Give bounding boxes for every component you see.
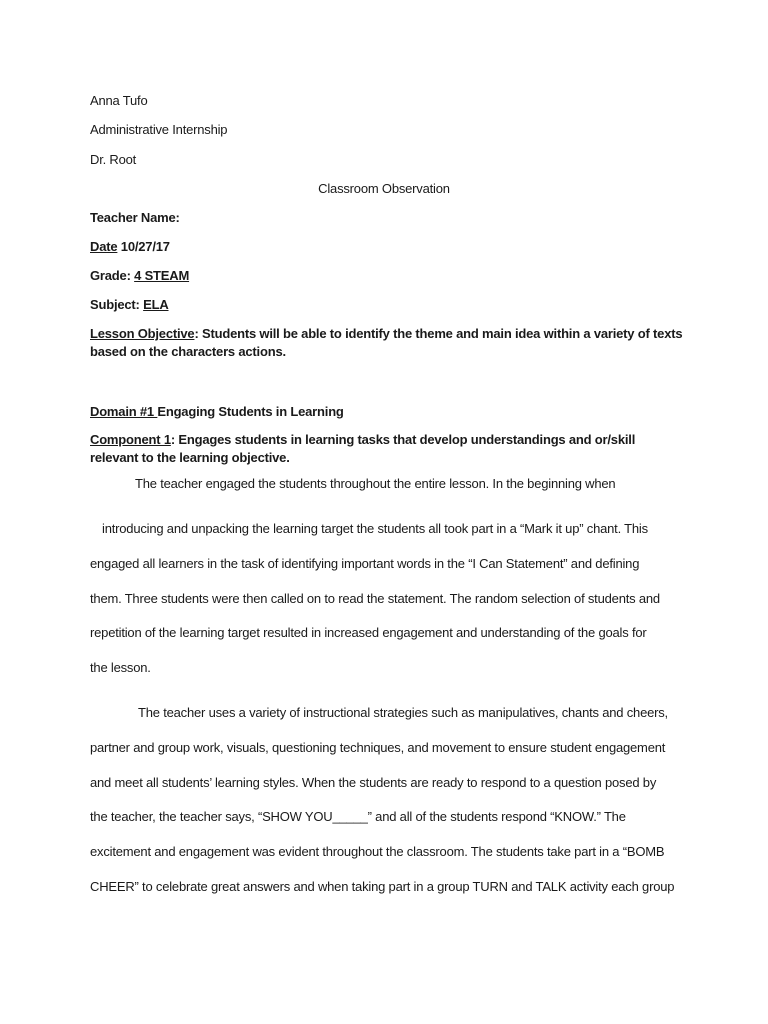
body-line: partner and group work, visuals, questioning techniques, and movement to ensure student engagement xyxy=(90,740,666,755)
body-line: The teacher engaged the students throughout the entire lesson. In the beginning when xyxy=(135,476,616,491)
grade-label: Grade: xyxy=(90,268,135,283)
subject-label: Subject: xyxy=(90,297,144,312)
body-line: repetition of the learning target resulted in increased engagement and understanding of the goals for xyxy=(90,625,647,640)
body-line: engaged all learners in the task of identifying important words in the “I Can Statement” and defining xyxy=(90,556,640,571)
body-line: introducing and unpacking the learning target the students all took part in a “Mark it up” chant. This xyxy=(102,521,648,536)
body-line: and meet all students’ learning styles. When the students are ready to respond to a question posed by xyxy=(90,775,657,790)
grade-line xyxy=(90,267,189,285)
domain-title: Engaging Students in Learning xyxy=(157,404,344,419)
subject-line xyxy=(90,296,169,314)
teacher-name-label: Teacher Name: xyxy=(90,210,180,225)
body-line: them. Three students were then called on to read the statement. The random selection of students and xyxy=(90,591,660,606)
domain-heading xyxy=(90,403,344,421)
body-line: the lesson. xyxy=(90,660,151,675)
date-line xyxy=(90,238,170,256)
component-text: : Engages students in learning tasks that develop understandings and or/skill relevant to the learning objective. xyxy=(90,432,636,465)
date-value: 10/27/17 xyxy=(117,239,170,254)
grade-value: 4 STEAM xyxy=(134,268,190,283)
body-line: The teacher uses a variety of instructional strategies such as manipulatives, chants and cheers, xyxy=(138,705,668,720)
course-name: Administrative Internship xyxy=(90,122,228,137)
document-title: Classroom Observation xyxy=(318,181,450,196)
author-name: Anna Tufo xyxy=(90,93,148,108)
component-heading xyxy=(90,431,685,467)
date-label: Date xyxy=(90,239,118,254)
domain-label: Domain #1 xyxy=(90,404,158,419)
instructor-name: Dr. Root xyxy=(90,152,137,167)
subject-value: ELA xyxy=(143,297,169,312)
objective-label: Lesson Objective xyxy=(90,326,195,341)
body-line: CHEER” to celebrate great answers and when taking part in a group TURN and TALK activity each group xyxy=(90,879,675,894)
objective-text: : Students will be able to identify the theme and main idea within a variety of texts based on the characters actions. xyxy=(90,326,683,359)
component-label: Component 1 xyxy=(90,432,171,447)
lesson-objective xyxy=(90,325,685,361)
body-line: excitement and engagement was evident throughout the classroom. The students take part in a “BOMB xyxy=(90,844,665,859)
body-line: the teacher, the teacher says, “SHOW YOU_____” and all of the students respond “KNOW.” The xyxy=(90,809,626,824)
